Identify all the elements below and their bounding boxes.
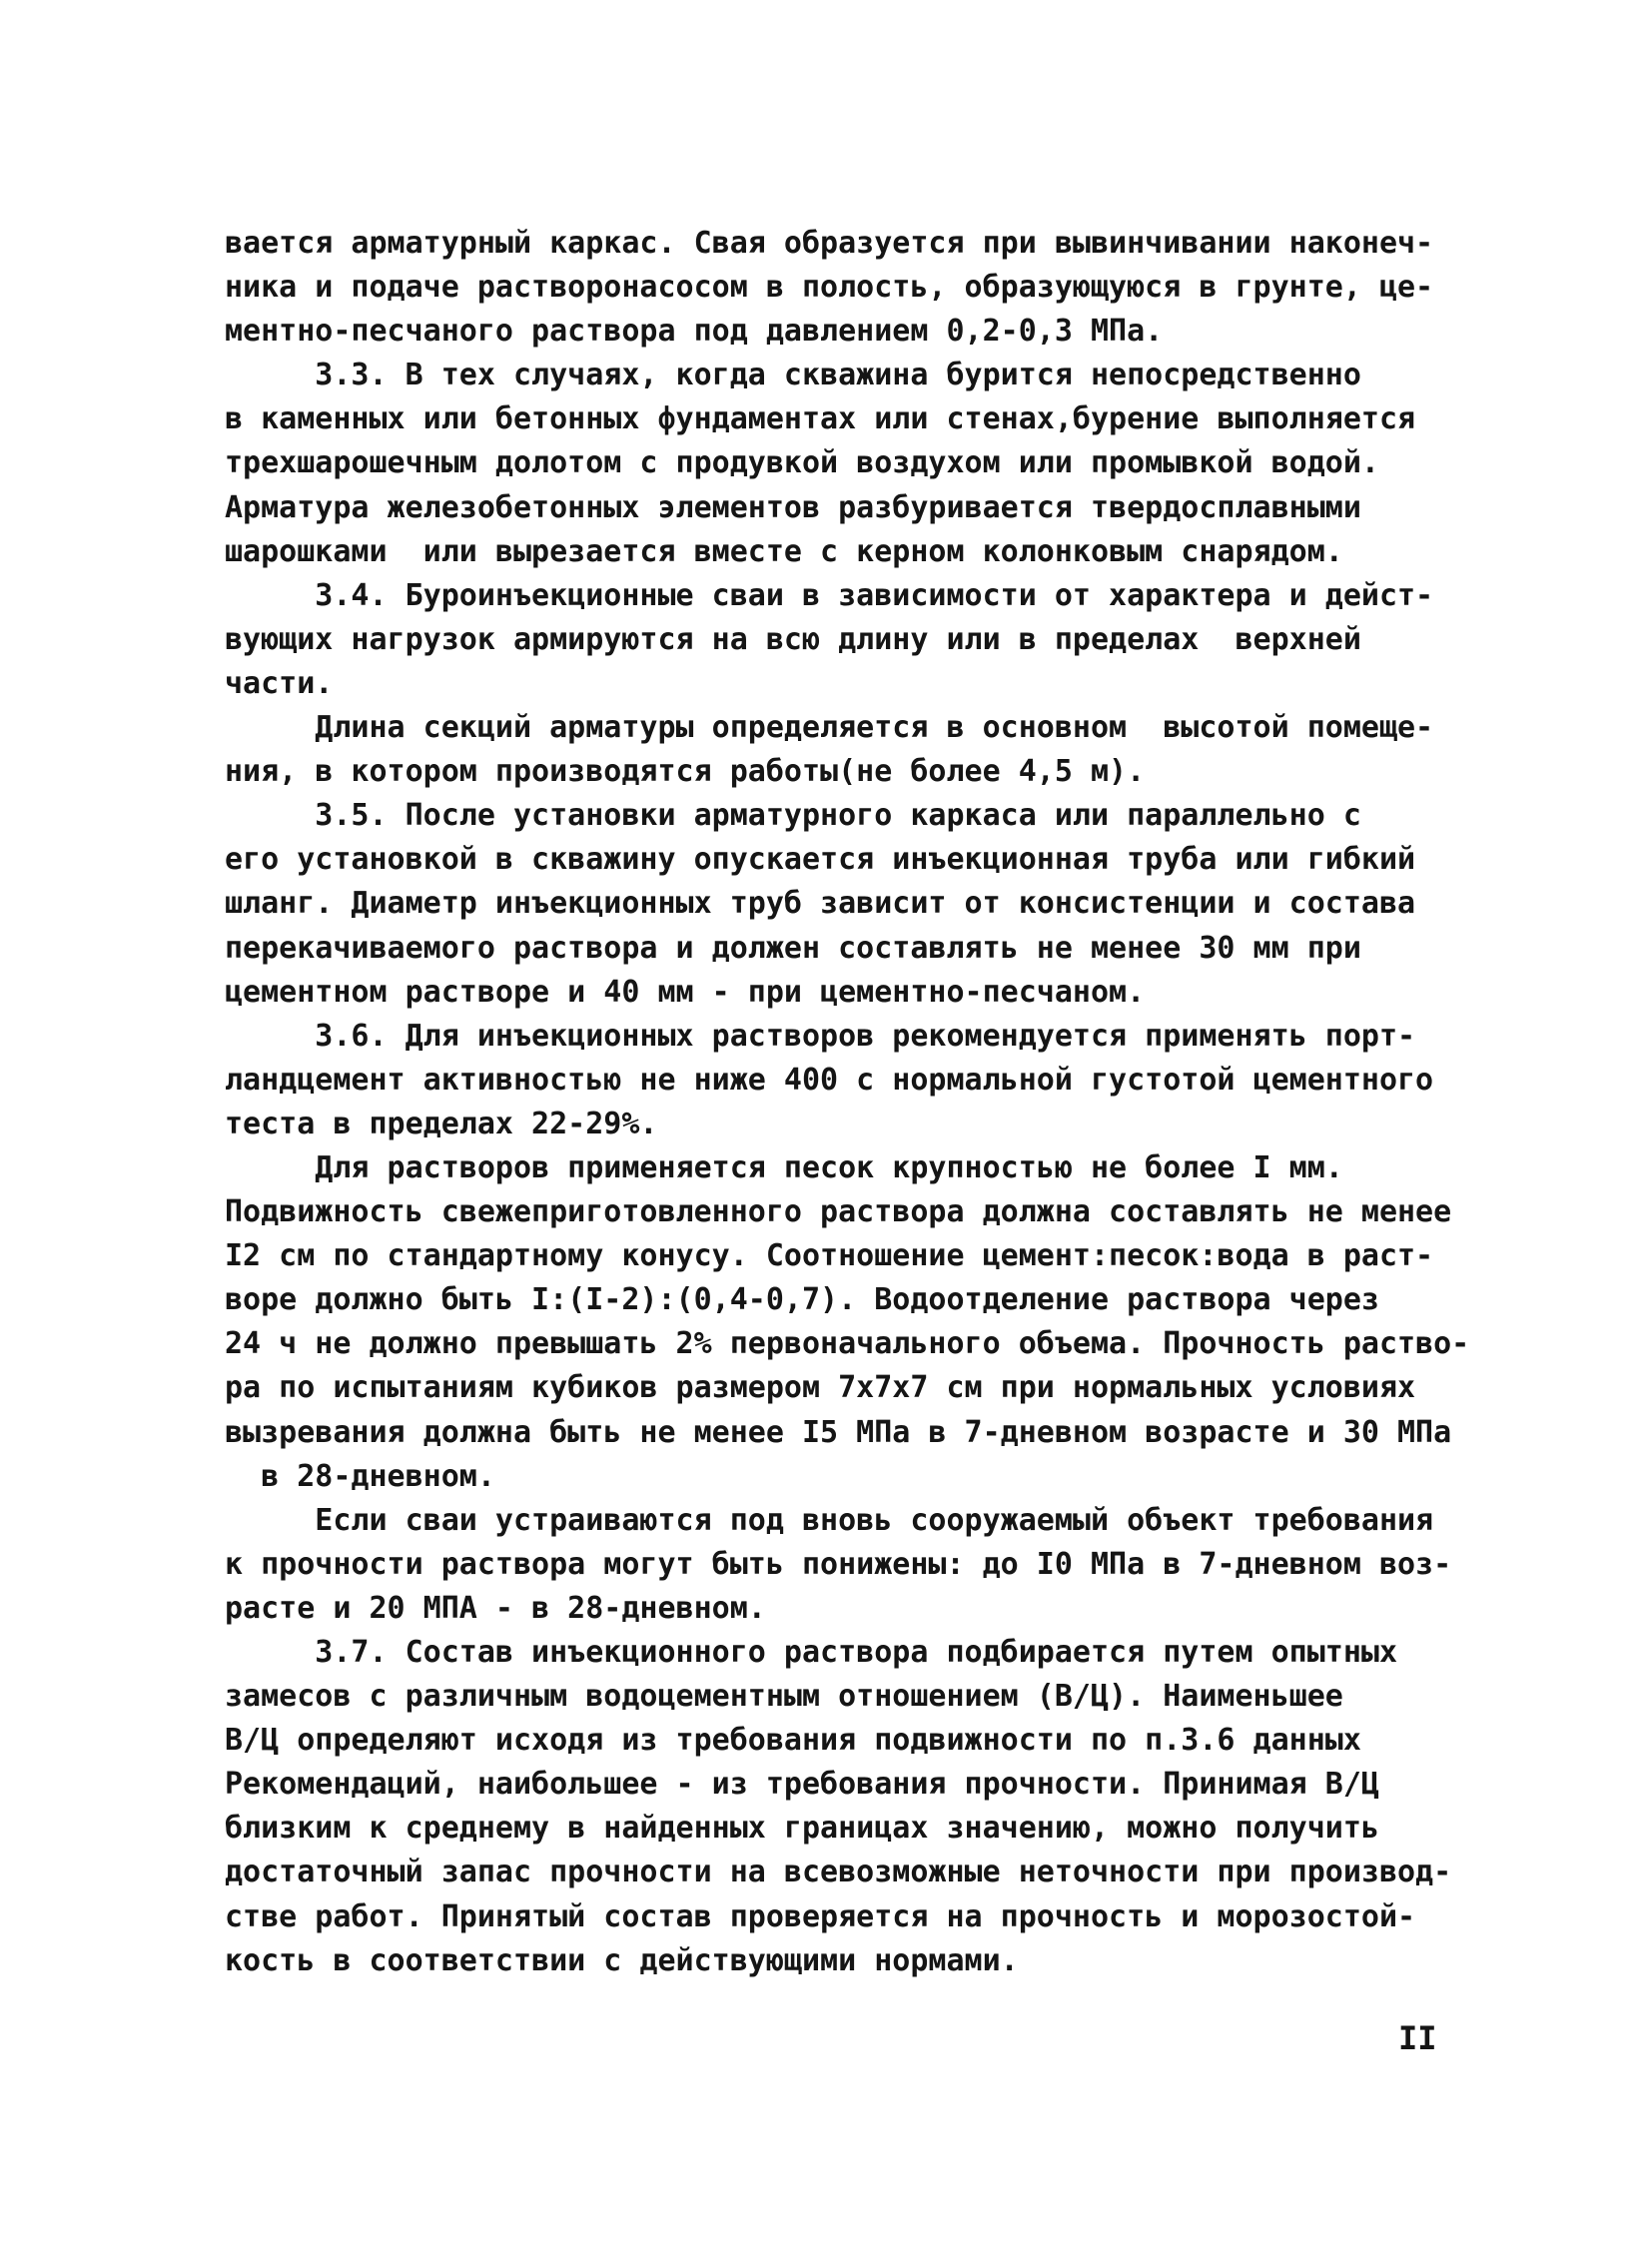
text-line: воре должно быть I:(I-2):(0,4-0,7). Водоотделение раствора через	[225, 1282, 1379, 1318]
text-line: близким к среднему в найденных границах значению, можно получить	[225, 1811, 1379, 1847]
text-line: вается арматурный каркас. Свая образуется при вывинчивании наконеч-	[225, 226, 1434, 261]
text-line: замесов с различным водоцементным отношением (В/Ц). Наименьшее	[225, 1679, 1343, 1715]
text-line: ния, в котором производятся работы(не более 4,5 м).	[225, 754, 1146, 790]
text-line: шланг. Диаметр инъекционных труб зависит от консистенции и состава	[225, 886, 1416, 922]
text-line: цементном растворе и 40 мм - при цементно-песчаном.	[225, 974, 1146, 1010]
text-line: к прочности раствора могут быть понижены: до I0 МПа в 7-дневном воз-	[225, 1546, 1452, 1582]
text-line: достаточный запас прочности на всевозможные неточности при производ-	[225, 1855, 1452, 1890]
text-line: 3.3. В тех случаях, когда скважина бурится непосредственно	[225, 358, 1361, 393]
text-line: кость в соответствии с действующими нормами.	[225, 1942, 1019, 1978]
text-line: 3.7. Состав инъекционного раствора подбирается путем опытных	[225, 1635, 1397, 1670]
text-line: 3.6. Для инъекционных растворов рекомендуется применять порт-	[225, 1018, 1416, 1054]
text-line: Подвижность свежеприготовленного раствора должна составлять не менее	[225, 1194, 1452, 1230]
text-line: перекачиваемого раствора и должен составлять не менее 30 мм при	[225, 930, 1361, 966]
page-number: II	[1398, 2019, 1437, 2057]
text-line: вызревания должна быть не менее I5 МПа в 7-дневном возрасте и 30 МПа	[225, 1414, 1452, 1450]
text-line: ра по испытаниям кубиков размером 7х7х7 см при нормальных условиях	[225, 1370, 1416, 1406]
text-line: 3.4. Буроинъекционные сваи в зависимости от характера и дейст-	[225, 577, 1434, 613]
text-line: в каменных или бетонных фундаментах или стенах,бурение выполняется	[225, 401, 1416, 437]
text-line: I2 см по стандартному конусу. Соотношение цемент:песок:вода в раст-	[225, 1238, 1434, 1274]
text-line: его установкой в скважину опускается инъекционная труба или гибкий	[225, 842, 1416, 878]
text-line: в 28-дневном.	[225, 1458, 495, 1494]
text-line: стве работ. Принятый состав проверяется на прочность и морозостой-	[225, 1898, 1416, 1934]
text-line: вующих нагрузок армируются на всю длину или в пределах верхней	[225, 621, 1361, 657]
text-line: 24 ч не должно превышать 2% первоначального объема. Прочность раство-	[225, 1326, 1470, 1362]
text-line: расте и 20 МПА - в 28-дневном.	[225, 1590, 766, 1626]
text-line: шарошками или вырезается вместе с керном колонковым снарядом.	[225, 533, 1343, 569]
text-line: 3.5. После установки арматурного каркаса или параллельно с	[225, 798, 1361, 834]
text-line: ника и подаче растворонасосом в полость, образующуюся в грунте, це-	[225, 270, 1434, 306]
text-line: В/Ц определяют исходя из требования подвижности по п.3.6 данных	[225, 1723, 1361, 1759]
text-line: Арматура железобетонных элементов разбуривается твердосплавными	[225, 489, 1361, 525]
text-line: Длина секций арматуры определяется в основном высотой помеще-	[225, 710, 1434, 746]
body-text	[225, 222, 1483, 1983]
text-line: Рекомендаций, наибольшее - из требования прочности. Принимая В/Ц	[225, 1767, 1379, 1803]
text-line: Если сваи устраиваются под вновь сооружаемый объект требования	[225, 1502, 1434, 1538]
text-line: Для растворов применяется песок крупностью не более I мм.	[225, 1149, 1343, 1185]
text-line: ландцемент активностью не ниже 400 с нормальной густотой цементного	[225, 1062, 1434, 1098]
text-line: ментно-песчаного раствора под давлением 0,2-0,3 МПа.	[225, 314, 1164, 350]
text-line: части.	[225, 665, 334, 701]
text-line: трехшарошечным долотом с продувкой воздухом или промывкой водой.	[225, 445, 1379, 481]
text-line: теста в пределах 22-29%.	[225, 1106, 658, 1141]
